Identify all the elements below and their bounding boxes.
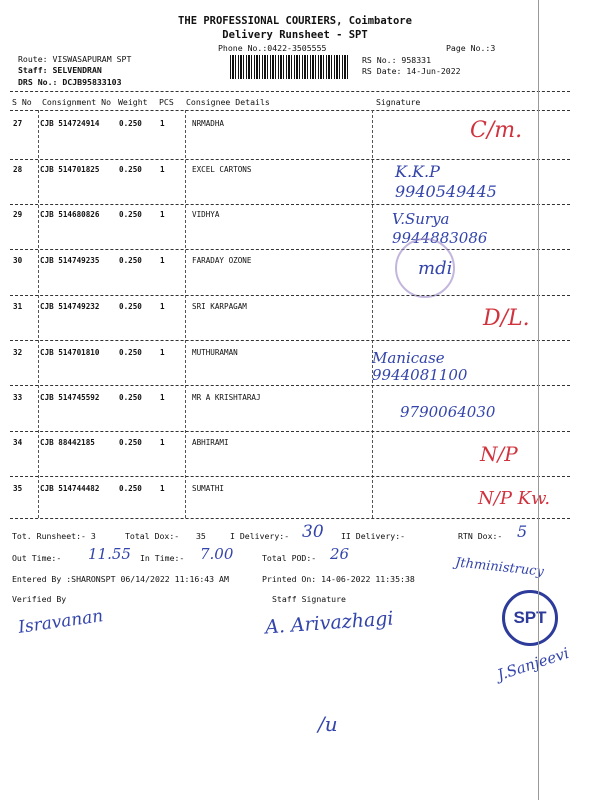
row-consignment: CJB 88442185 (40, 438, 95, 447)
rs-date: RS Date: 14-Jun-2022 (362, 66, 461, 76)
row-signature: Manicase 9944081100 (372, 349, 468, 384)
row-pcs: 1 (160, 438, 165, 447)
tot-runsheet: Tot. Runsheet:- 3 (12, 531, 96, 541)
col-signature: Signature (376, 97, 421, 107)
row-weight: 0.250 (119, 348, 142, 357)
staff-signature-label: Staff Signature (272, 594, 346, 604)
divider (10, 431, 570, 432)
row-pcs: 1 (160, 348, 165, 357)
row-weight: 0.250 (119, 119, 142, 128)
out-time-value: 11.55 (88, 545, 131, 563)
col-weight: Weight (118, 97, 148, 107)
extra-signature: J.Sanjeevi (495, 643, 572, 685)
i-delivery-value: 30 (302, 522, 324, 542)
row-signature: D/L. (483, 306, 530, 331)
column-separator (372, 110, 373, 518)
row-consignment: CJB 514701825 (40, 165, 100, 174)
sheet-title: Delivery Runsheet - SPT (222, 29, 368, 41)
row-weight: 0.250 (119, 256, 142, 265)
col-pcs: PCS (159, 97, 174, 107)
row-consignee: FARADAY OZONE (192, 256, 252, 265)
verified-by-label: Verified By (12, 594, 67, 604)
row-consignment: CJB 514724914 (40, 119, 100, 128)
row-weight: 0.250 (119, 393, 142, 402)
row-weight: 0.250 (119, 438, 142, 447)
row-signature: 9790064030 (400, 403, 496, 421)
row-pcs: 1 (160, 119, 165, 128)
row-signature: V.Surya 9944883086 (392, 210, 488, 247)
row-sno: 27 (13, 119, 23, 128)
rtn-dox-value: 5 (517, 522, 528, 541)
row-sno: 33 (13, 393, 23, 402)
divider (10, 385, 570, 386)
row-signature: mdi (418, 258, 453, 279)
row-sno: 30 (13, 256, 23, 265)
row-sno: 29 (13, 210, 23, 219)
phone-number: Phone No.:0422-3505555 (218, 43, 327, 53)
printed-on: Printed On: 14-06-2022 11:35:38 (262, 574, 415, 584)
divider (10, 518, 570, 519)
i-delivery-label: I Delivery:- (230, 531, 290, 541)
col-consignment: Consignment No (42, 97, 112, 107)
divider (10, 110, 570, 111)
row-consignment: CJB 514680826 (40, 210, 100, 219)
barcode (230, 55, 350, 79)
total-pod-value: 26 (330, 545, 350, 563)
row-pcs: 1 (160, 256, 165, 265)
divider (10, 295, 570, 296)
column-separator (185, 110, 186, 518)
row-consignee: MUTHURAMAN (192, 348, 238, 357)
row-signature: N/P (480, 442, 518, 466)
row-pcs: 1 (160, 393, 165, 402)
row-weight: 0.250 (119, 484, 142, 493)
row-consignment: CJB 514701810 (40, 348, 100, 357)
rs-number: RS No.: 958331 (362, 55, 432, 65)
col-consignee: Consignee Details (186, 97, 270, 107)
row-consignee: EXCEL CARTONS (192, 165, 252, 174)
row-consignee: MR A KRISHTARAJ (192, 393, 261, 402)
row-sno: 32 (13, 348, 23, 357)
route: Route: VISWASAPURAM SPT (18, 54, 132, 64)
row-sno: 34 (13, 438, 23, 447)
row-consignee: SUMATHI (192, 484, 225, 493)
in-time-value: 7.00 (200, 545, 234, 563)
row-consignment: CJB 514744482 (40, 484, 100, 493)
bottom-mark: /u (318, 712, 338, 736)
verified-signature: Isravanan (17, 606, 105, 638)
spt-stamp: SPT (502, 590, 558, 646)
company-title: THE PROFESSIONAL COURIERS, Coimbatore (178, 15, 412, 27)
row-pcs: 1 (160, 484, 165, 493)
row-consignee: NRMADHA (192, 119, 225, 128)
row-consignee: SRI KARPAGAM (192, 302, 247, 311)
total-pod-label: Total POD:- (262, 553, 317, 563)
row-weight: 0.250 (119, 302, 142, 311)
row-consignment: CJB 514745592 (40, 393, 100, 402)
row-weight: 0.250 (119, 210, 142, 219)
drs-number: DRS No.: DCJB95833103 (18, 77, 122, 87)
row-weight: 0.250 (119, 165, 142, 174)
staff: Staff: SELVENDRAN (18, 65, 102, 75)
out-time-label: Out Time:- (12, 553, 62, 563)
entered-by: Entered By :SHARONSPT 06/14/2022 11:16:43 AM (12, 574, 229, 584)
row-consignment: CJB 514749235 (40, 256, 100, 265)
total-dox-value: 35 (196, 531, 206, 541)
row-consignment: CJB 514749232 (40, 302, 100, 311)
admin-note: Jthministrucy (454, 555, 545, 580)
row-pcs: 1 (160, 302, 165, 311)
page-edge (538, 0, 539, 800)
row-sno: 35 (13, 484, 23, 493)
col-sno: S No (12, 97, 32, 107)
row-signature: K.K.P 9940549445 (395, 162, 497, 201)
ii-delivery-label: II Delivery:- (341, 531, 406, 541)
divider (10, 249, 570, 250)
column-separator (38, 110, 39, 518)
row-consignee: VIDHYA (192, 210, 220, 219)
divider (10, 204, 570, 205)
divider (10, 91, 570, 92)
staff-signature: A. Arivazhagi (264, 607, 395, 639)
row-sno: 28 (13, 165, 23, 174)
divider (10, 340, 570, 341)
row-signature: N/P Kw. (478, 488, 551, 509)
in-time-label: In Time:- (140, 553, 185, 563)
divider (10, 476, 570, 477)
row-signature: C/m. (470, 118, 523, 143)
total-dox-label: Total Dox:- (125, 531, 180, 541)
row-sno: 31 (13, 302, 23, 311)
row-pcs: 1 (160, 210, 165, 219)
page-number: Page No.:3 (446, 43, 496, 53)
rtn-dox-label: RTN Dox:- (458, 531, 503, 541)
row-pcs: 1 (160, 165, 165, 174)
divider (10, 159, 570, 160)
row-consignee: ABHIRAMI (192, 438, 229, 447)
